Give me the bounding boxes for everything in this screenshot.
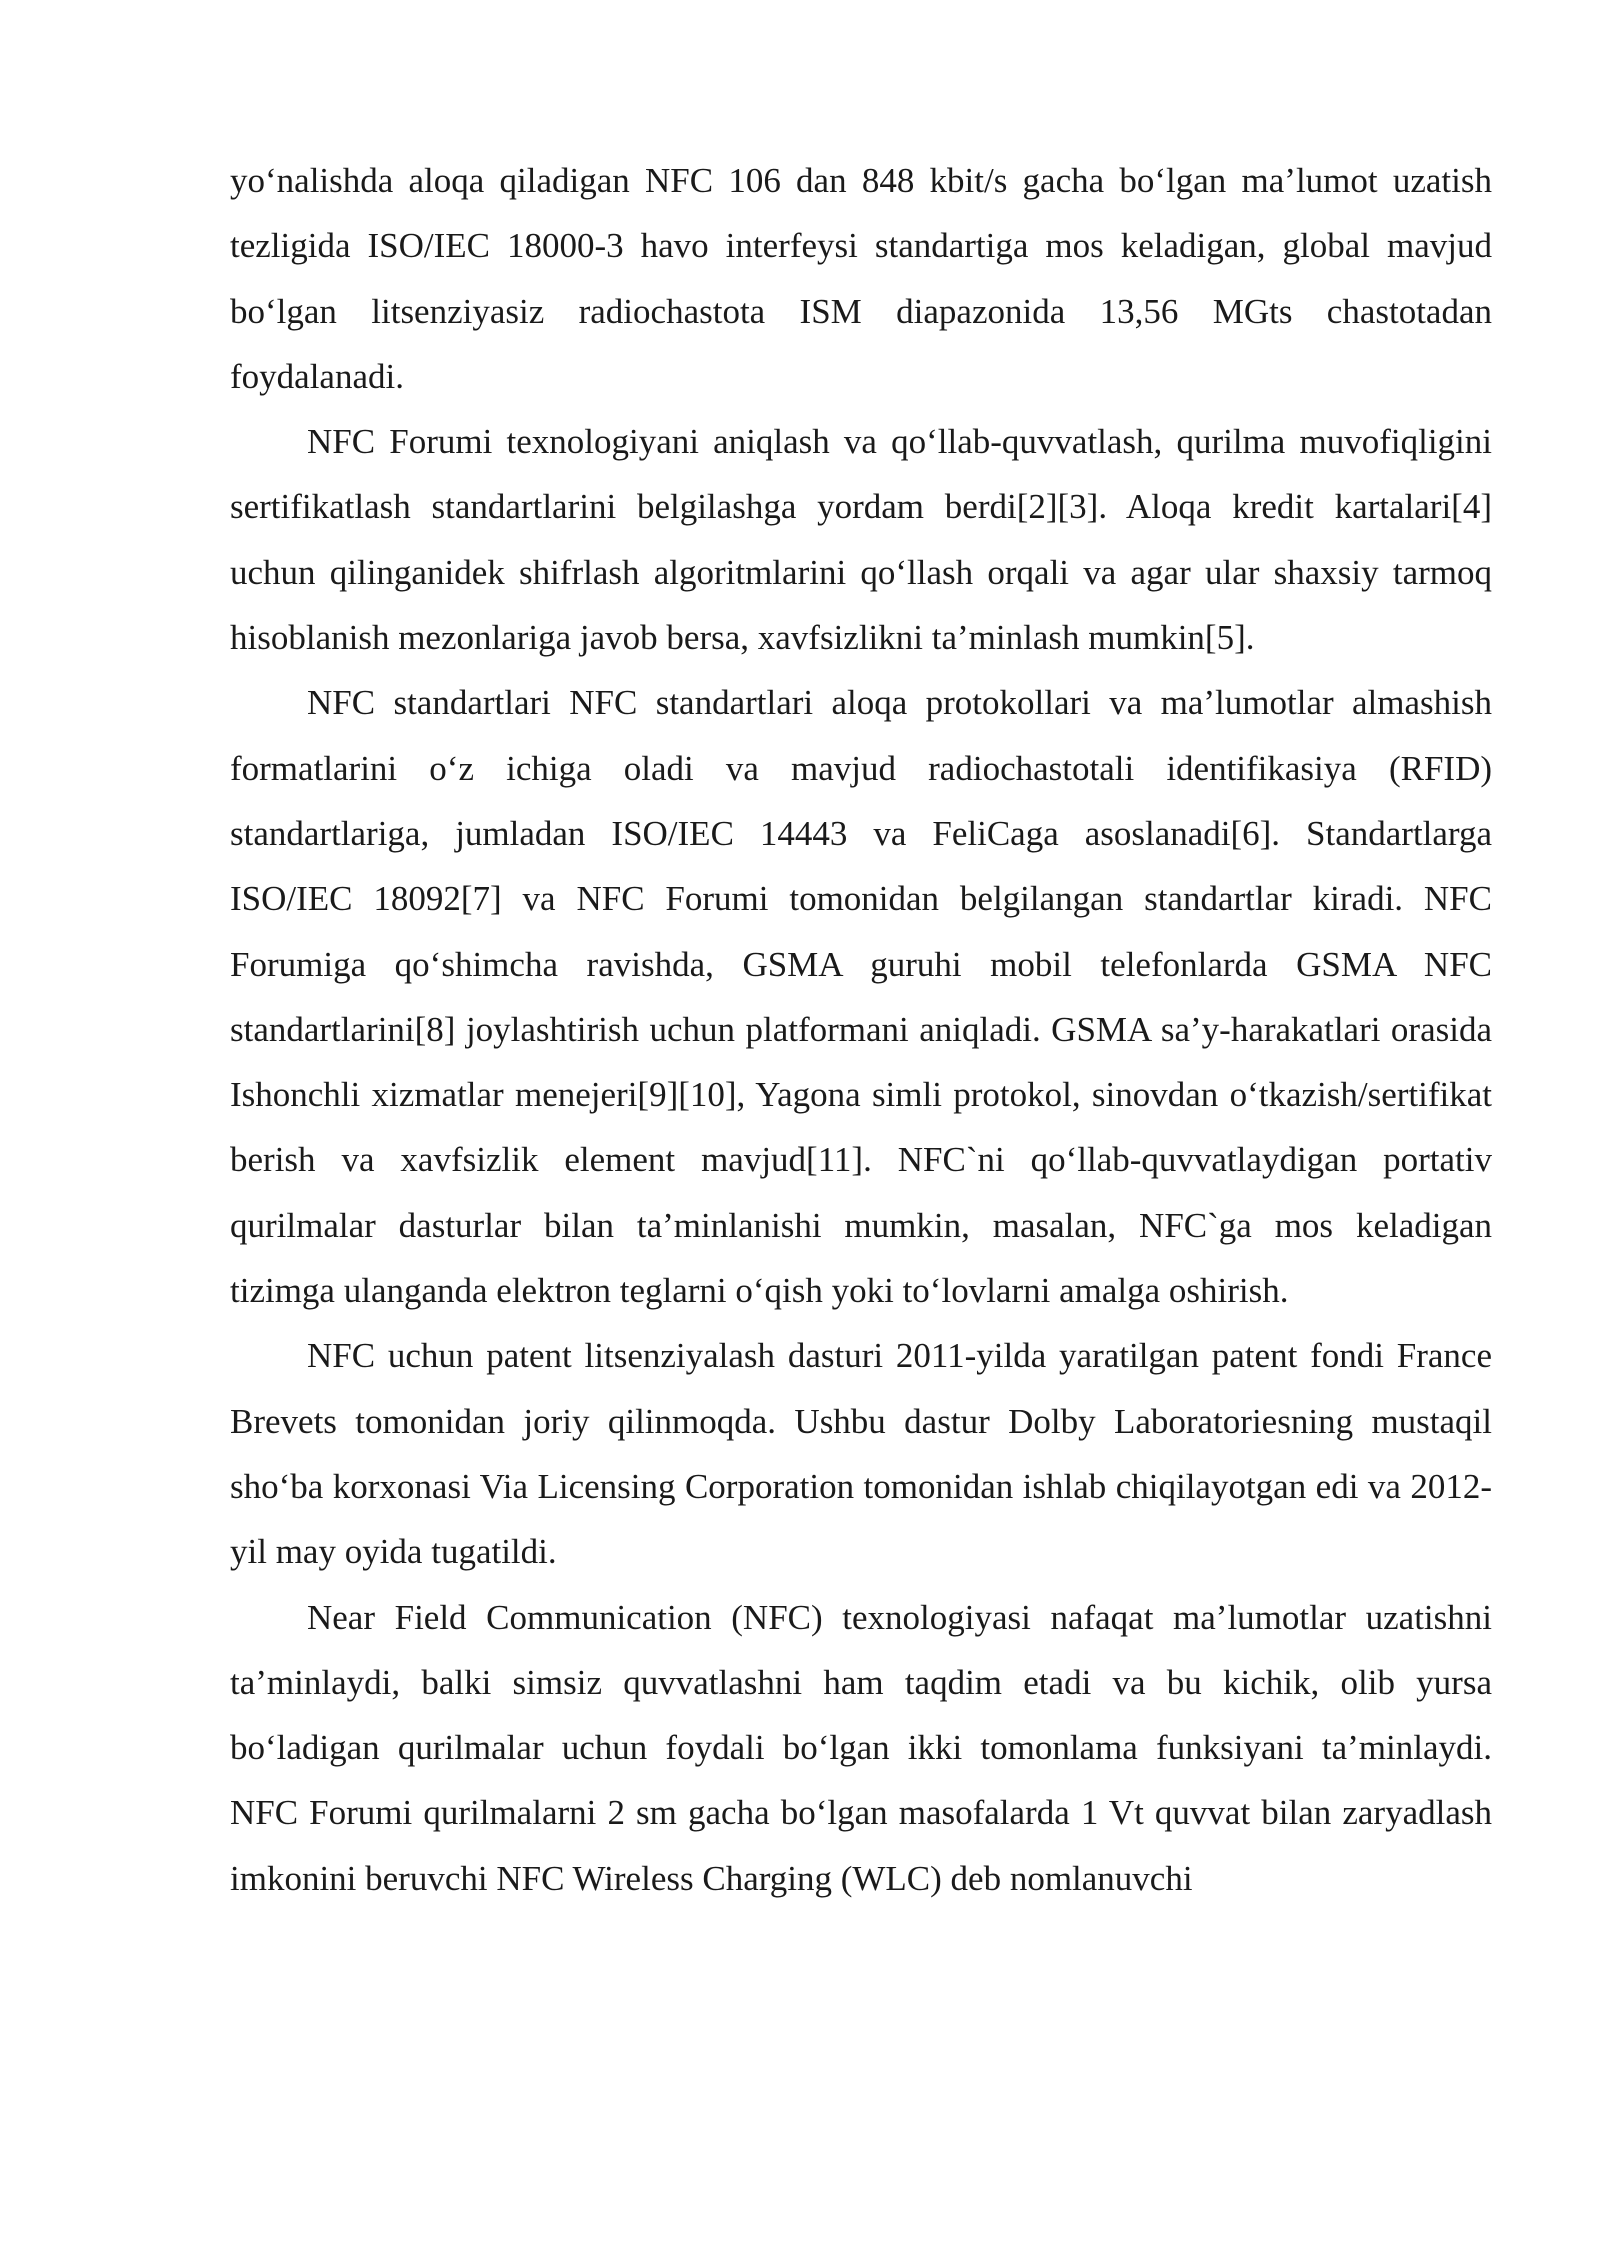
body-text bbox=[230, 148, 1492, 1911]
paragraph-nfc-standards: NFC standartlari NFC standartlari aloqa protokollari va ma’lumotlar almashish formatlarini o‘z ichiga oladi va mavjud radiochastotali identifikasiya (RFID) standartlariga, jumladan ISO/IEC 14443 va FeliCaga asoslanadi[6]. Standartlarga ISO/IEC 18092[7] va NFC Forumi tomonidan belgilangan standartlar kiradi. NFC Forumiga qo‘shimcha ravishda, GSMA guruhi mobil telefonlarda GSMA NFC standartlarini[8] joylashtirish uchun platformani aniqladi. GSMA sa’y-harakatlari orasida Ishonchli xizmatlar menejeri[9][10], Yagona simli protokol, sinovdan o‘tkazish/sertifikat berish va xavfsizlik element mavjud[11]. NFC`ni qo‘llab-quvvatlaydigan portativ qurilmalar dasturlar bilan ta’minlanishi mumkin, masalan, NFC`ga mos keladigan tizimga ulanganda elektron teglarni o‘qish yoki to‘lovlarni amalga oshirish. bbox=[230, 683, 1492, 1311]
paragraph-wireless-charging: Near Field Communication (NFC) texnologiyasi nafaqat ma’lumotlar uzatishni ta’minlaydi, balki simsiz quvvatlashni ham taqdim etadi va bu kichik, olib yursa bo‘ladigan qurilmalar uchun foydali bo‘lgan ikki tomonlama funksiyani ta’minlaydi. NFC Forumi qurilmalarni 2 sm gacha bo‘lgan masofalarda 1 Vt quvvat bilan zaryadlash imkonini beruvchi NFC Wireless Charging (WLC) deb nomlanuvchi bbox=[230, 1597, 1492, 1898]
paragraph-patent-licensing: NFC uchun patent litsenziyalash dasturi 2011-yilda yaratilgan patent fondi France Brevets tomonidan joriy qilinmoqda. Ushbu dastur Dolby Laboratoriesning mustaqil sho‘ba korxonasi Via Licensing Corporation tomonidan ishlab chiqilayotgan edi va 2012-yil may oyida tugatildi. bbox=[230, 1336, 1492, 1572]
paragraph-continuation: yo‘nalishda aloqa qiladigan NFC 106 dan 848 kbit/s gacha bo‘lgan ma’lumot uzatish tezligida ISO/IEC 18000-3 havo interfeysi standartiga mos keladigan, global mavjud bo‘lgan litsenziyasiz radiochastota ISM diapazonida 13,56 MGts chastotadan foydalanadi. bbox=[230, 161, 1492, 396]
paragraph-nfc-forum: NFC Forumi texnologiyani aniqlash va qo‘llab-quvvatlash, qurilma muvofiqligini sertifikatlash standartlarini belgilashga yordam berdi[2][3]. Aloqa kredit kartalari[4] uchun qilinganidek shifrlash algoritmlarini qo‘llash orqali va agar ular shaxsiy tarmoq hisoblanish mezonlariga javob bersa, xavfsizlikni ta’minlash mumkin[5]. bbox=[230, 422, 1492, 658]
